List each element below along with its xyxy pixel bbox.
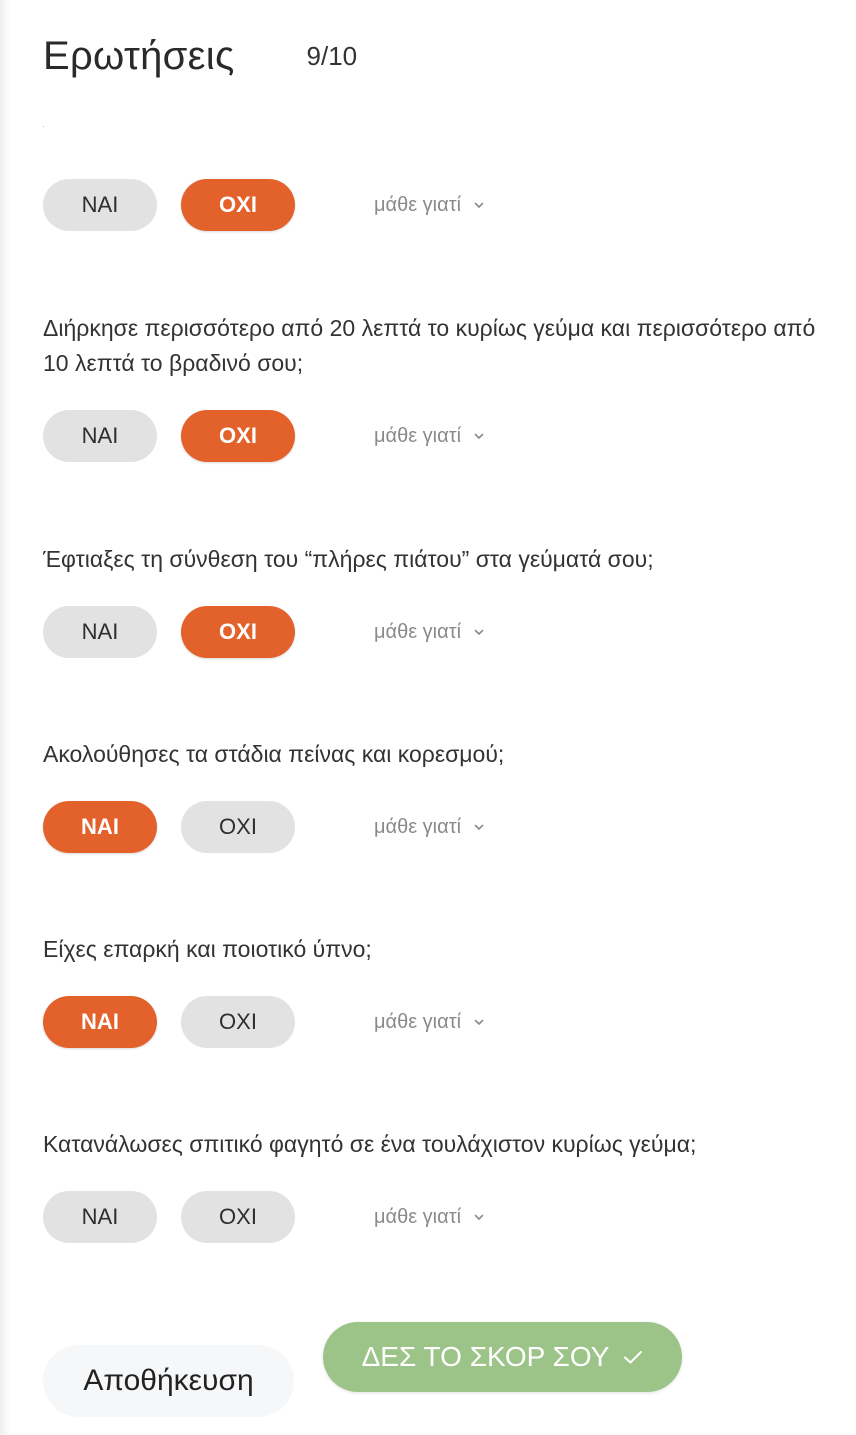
yes-button[interactable]: ΝΑΙ [43, 179, 157, 231]
question-progress: 9/10 [306, 40, 358, 71]
question-text: Είχες επαρκή και ποιοτικό ύπνο; [43, 936, 372, 962]
chevron-down-icon [473, 430, 485, 442]
learn-why-toggle[interactable] [374, 194, 485, 217]
learn-why-label: μάθε γιατί [374, 193, 462, 216]
chevron-down-icon [473, 1211, 485, 1223]
learn-why-label: μάθε γιατί [374, 1205, 462, 1228]
yes-button[interactable]: ΝΑΙ [43, 801, 157, 853]
page-title: Ερωτήσεις [43, 33, 235, 78]
header [43, 26, 357, 86]
no-button[interactable]: ΟΧΙ [181, 996, 295, 1048]
learn-why-toggle[interactable] [374, 1011, 485, 1034]
checkmark-icon [623, 1349, 643, 1365]
no-button[interactable]: ΟΧΙ [181, 410, 295, 462]
answer-row [43, 1191, 823, 1243]
answer-row [43, 179, 823, 231]
no-button[interactable]: ΟΧΙ [181, 801, 295, 853]
no-button[interactable]: ΟΧΙ [181, 606, 295, 658]
question-2 [43, 311, 823, 462]
save-button-label: Αποθήκευση [83, 1364, 254, 1397]
see-score-button[interactable] [323, 1322, 682, 1392]
chevron-down-icon [473, 821, 485, 833]
no-button[interactable]: ΟΧΙ [181, 1191, 295, 1243]
left-edge-shadow [0, 0, 10, 1435]
no-button[interactable]: ΟΧΙ [181, 179, 295, 231]
learn-why-toggle[interactable] [374, 621, 485, 644]
truncated-question-remnant [43, 126, 44, 127]
question-6 [43, 1127, 823, 1243]
answer-row [43, 410, 823, 462]
yes-button[interactable]: ΝΑΙ [43, 410, 157, 462]
chevron-down-icon [473, 1016, 485, 1028]
learn-why-label: μάθε γιατί [374, 815, 462, 838]
question-text: Κατανάλωσες σπιτικό φαγητό σε ένα τουλάχιστον κυρίως γεύμα; [43, 1131, 697, 1157]
question-text: Διήρκησε περισσότερο από 20 λεπτά το κυρίως γεύμα και περισσότερο από 10 λεπτά το βραδινό σου; [43, 315, 816, 376]
chevron-down-icon [473, 626, 485, 638]
question-4 [43, 737, 823, 853]
question-3 [43, 542, 823, 658]
question-5 [43, 932, 823, 1048]
yes-button[interactable]: ΝΑΙ [43, 606, 157, 658]
yes-button[interactable]: ΝΑΙ [43, 996, 157, 1048]
question-text: Ακολούθησες τα στάδια πείνας και κορεσμού; [43, 741, 505, 767]
answer-row [43, 996, 823, 1048]
question-text: Έφτιαξες τη σύνθεση του “πλήρες πιάτου” στα γεύματά σου; [43, 546, 654, 572]
question-1 [43, 179, 823, 231]
see-score-label: ΔΕΣ ΤΟ ΣΚΟΡ ΣΟΥ [361, 1341, 610, 1372]
learn-why-label: μάθε γιατί [374, 620, 462, 643]
chevron-down-icon [473, 199, 485, 211]
save-button[interactable] [43, 1345, 294, 1417]
learn-why-toggle[interactable] [374, 1206, 485, 1229]
learn-why-toggle[interactable] [374, 425, 485, 448]
learn-why-label: μάθε γιατί [374, 1010, 462, 1033]
yes-button[interactable]: ΝΑΙ [43, 1191, 157, 1243]
learn-why-toggle[interactable] [374, 816, 485, 839]
answer-row [43, 801, 823, 853]
learn-why-label: μάθε γιατί [374, 424, 462, 447]
answer-row [43, 606, 823, 658]
